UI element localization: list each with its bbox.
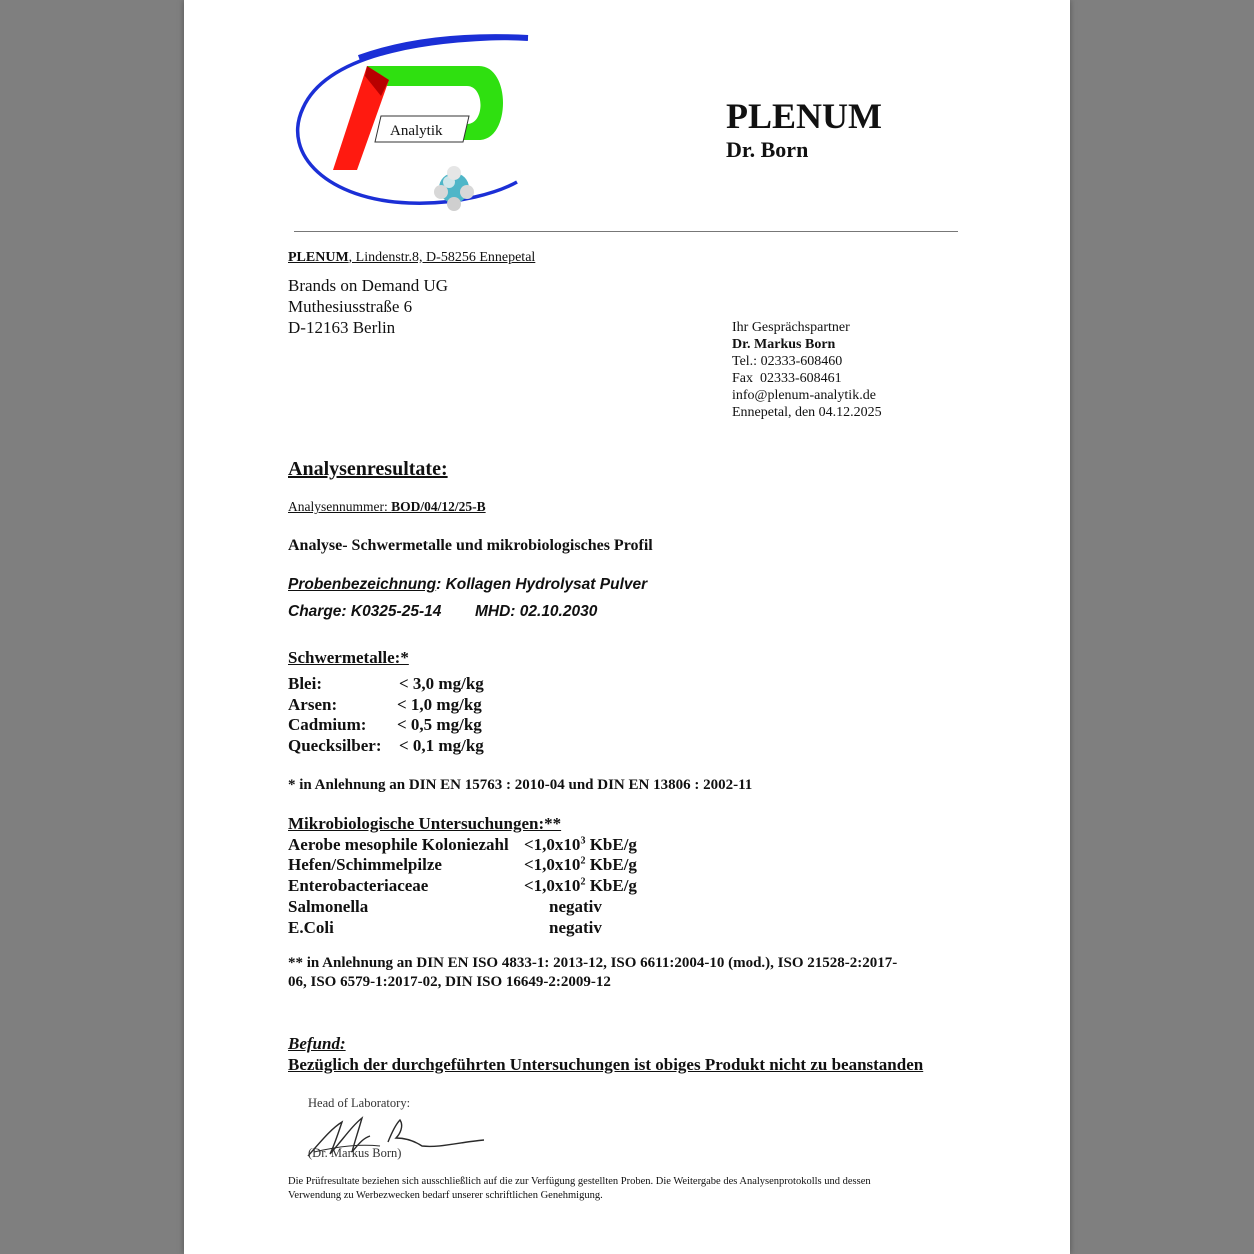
micro-footnote-line-2: 06, ISO 6579-1:2017-02, DIN ISO 16649-2:2009-12 bbox=[288, 974, 611, 990]
sample-mhd: MHD: 02.10.2030 bbox=[475, 603, 598, 620]
finding-label: Befund: bbox=[288, 1034, 346, 1053]
signature-name: (Dr. Markus Born) bbox=[308, 1146, 402, 1160]
micro-value-exp: 2 bbox=[580, 855, 586, 867]
micro-name: Salmonella bbox=[288, 897, 369, 916]
results-heading: Analysenresultate: bbox=[288, 458, 448, 480]
contact-label: Ihr Gesprächspartner bbox=[732, 320, 850, 335]
micro-value-exp: 2 bbox=[580, 876, 586, 888]
micro-value-base: <1,0x10 bbox=[524, 855, 581, 874]
analysis-number-label: Analysennummer: bbox=[288, 499, 392, 514]
brand-name: PLENUM bbox=[726, 96, 882, 136]
metal-name: Quecksilber: bbox=[288, 736, 382, 755]
metal-value: < 0,1 mg/kg bbox=[399, 736, 484, 755]
contact-person: Dr. Markus Born bbox=[732, 337, 836, 352]
recipient-line-3: D-12163 Berlin bbox=[288, 318, 396, 337]
contact-email: info@plenum-analytik.de bbox=[732, 388, 876, 403]
metal-name: Arsen: bbox=[288, 695, 338, 714]
micro-value-unit: KbE/g bbox=[585, 876, 637, 895]
micro-value: negativ bbox=[549, 897, 602, 916]
document-page bbox=[184, 0, 1070, 1254]
micro-value bbox=[524, 876, 637, 896]
micro-value-exp: 3 bbox=[580, 835, 586, 847]
micro-value-unit: KbE/g bbox=[585, 835, 637, 854]
header-rule bbox=[294, 231, 958, 232]
micro-name: E.Coli bbox=[288, 918, 334, 937]
disclaimer-line-2: Verwendung zu Werbezwecken bedarf unserer schriftlichen Genehmigung. bbox=[288, 1190, 603, 1201]
micro-name: Aerobe mesophile Koloniezahl bbox=[288, 835, 509, 854]
sample-charge: Charge: K0325-25-14 bbox=[288, 603, 442, 620]
logo-text: Analytik bbox=[390, 123, 443, 139]
recipient-line-2: Muthesiusstraße 6 bbox=[288, 297, 413, 316]
metal-value: < 0,5 mg/kg bbox=[397, 715, 482, 734]
sample-value: : Kollagen Hydrolysat Pulver bbox=[436, 576, 648, 593]
micro-name: Hefen/Schimmelpilze bbox=[288, 855, 442, 874]
micro-footnote-line-1: ** in Anlehnung an DIN EN ISO 4833-1: 2013-12, ISO 6611:2004-10 (mod.), ISO 21528-2:2017- bbox=[288, 955, 898, 971]
disclaimer-line-1: Die Prüfresultate beziehen sich ausschließlich auf die zur Verfügung gestellten Proben. Die Weitergabe des Analysenprotokolls und dessen bbox=[288, 1176, 871, 1187]
micro-value: negativ bbox=[549, 918, 602, 937]
recipient-line-1: Brands on Demand UG bbox=[288, 276, 449, 295]
metal-value: < 1,0 mg/kg bbox=[397, 695, 482, 714]
metal-name: Blei: bbox=[288, 674, 322, 693]
heavy-metals-heading: Schwermetalle:* bbox=[288, 648, 409, 667]
sender-name: PLENUM bbox=[288, 250, 349, 265]
micro-value bbox=[524, 855, 637, 875]
sample-label: Probenbezeichnung bbox=[288, 576, 437, 593]
brand-subname: Dr. Born bbox=[726, 137, 809, 162]
sample-designation bbox=[288, 576, 647, 594]
sender-address-line bbox=[288, 250, 535, 266]
signature-head: Head of Laboratory: bbox=[308, 1096, 411, 1110]
micro-heading: Mikrobiologische Untersuchungen:** bbox=[288, 814, 562, 833]
micro-name: Enterobacteriaceae bbox=[288, 876, 429, 895]
micro-value bbox=[524, 835, 637, 855]
metal-name: Cadmium: bbox=[288, 715, 367, 734]
finding-text: Bezüglich der durchgeführten Untersuchungen ist obiges Produkt nicht zu beanstanden bbox=[288, 1055, 924, 1074]
analysis-number-line bbox=[288, 499, 486, 515]
analysis-number: BOD/04/12/25-B bbox=[391, 499, 486, 514]
sender-address: , Lindenstr.8, D-58256 Ennepetal bbox=[348, 250, 536, 265]
analysis-title: Analyse- Schwermetalle und mikrobiologisches Profil bbox=[288, 537, 653, 554]
heavy-metals-footnote: * in Anlehnung an DIN EN 15763 : 2010-04 und DIN EN 13806 : 2002-11 bbox=[288, 777, 753, 793]
micro-value-base: <1,0x10 bbox=[524, 876, 581, 895]
place-date: Ennepetal, den 04.12.2025 bbox=[732, 405, 882, 420]
metal-value: < 3,0 mg/kg bbox=[399, 674, 484, 693]
micro-value-unit: KbE/g bbox=[585, 855, 637, 874]
micro-value-base: <1,0x10 bbox=[524, 835, 581, 854]
contact-fax: Fax 02333-608461 bbox=[732, 371, 842, 386]
contact-tel: Tel.: 02333-608460 bbox=[732, 354, 843, 369]
plenum-analytik-logo bbox=[289, 30, 534, 215]
